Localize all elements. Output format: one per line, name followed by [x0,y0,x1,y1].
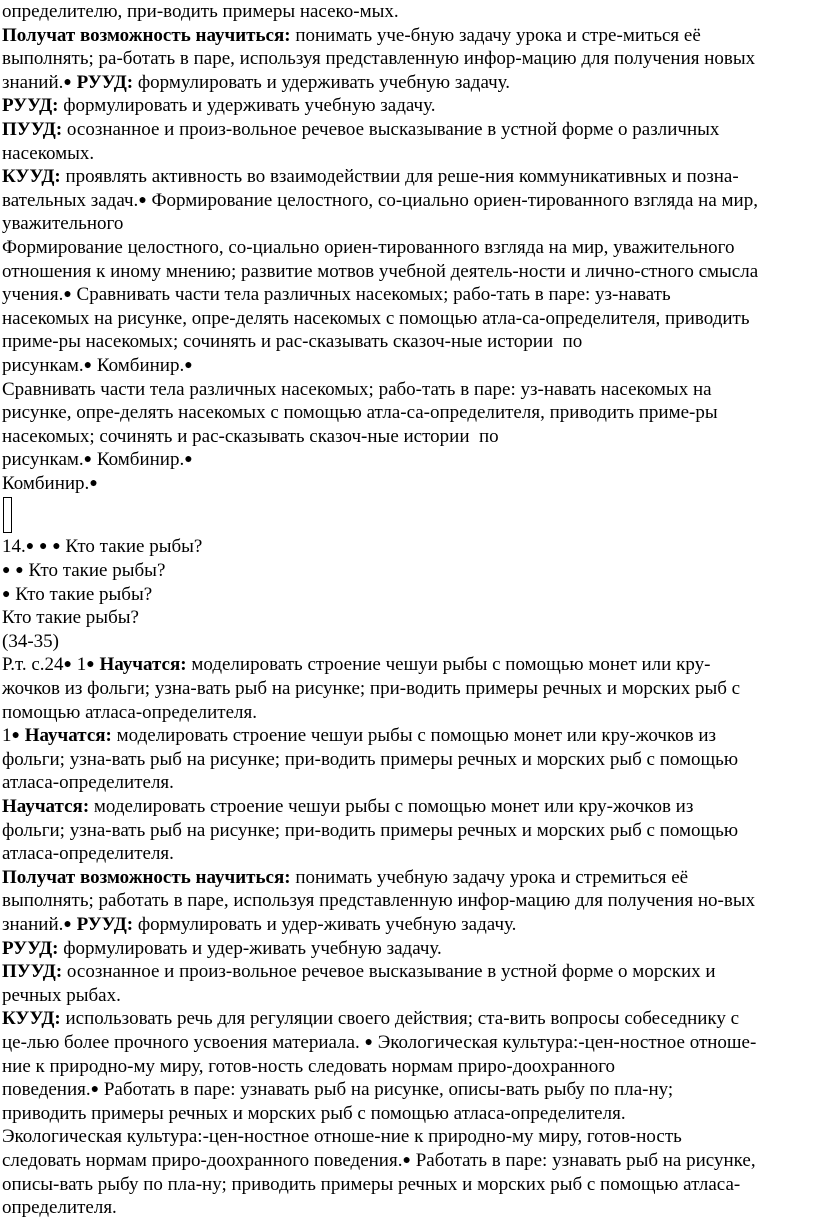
bullet-icon: ● [63,287,72,303]
text-span: уважительного [2,213,124,235]
text-line [2,330,816,354]
bold-label: ПУУД: [2,961,63,983]
text-line [2,937,816,961]
text-line [2,71,816,95]
text-span: формулировать и удер-живать учебную задачу. [133,913,517,935]
bold-label: Получат возможность научиться: [2,24,291,46]
bullet-icon: ● [38,539,48,555]
checkbox-frame [3,497,12,533]
bullet-icon: ● [63,916,72,932]
text-span: приводить примеры речных и морских рыб с помощью атласа-определителя. [2,1102,626,1124]
text-span: Формирование целостного, со-циально ориен-тированного взгляда на мир, [146,189,758,211]
text-line [2,630,816,654]
text-span: це-лью более прочного усвоения материала. [2,1031,365,1053]
bold-label: Научатся: [99,654,187,676]
bullet-icon: ● [63,74,72,90]
text-span: Кто такие рыбы? [2,607,139,629]
text-span: фольги; узна-вать рыб на рисунке; при-водить примеры речных и морских рыб с помощью [2,748,739,770]
bullet-icon: ● [90,1082,100,1098]
text-span: следовать нормам приро-доохранного поведения. [2,1149,403,1171]
text-span: Работать в паре: узнавать рыб на рисунке, описы-вать рыбу по пла-ну; [99,1079,674,1101]
text-span: определителю, при-водить примеры насеко-мых. [2,1,399,22]
text-span: ние к природно-му миру, готов-ность следовать нормам приро-доохранного [2,1055,616,1077]
bold-label: Научатся: [24,725,112,747]
text-span: понимать уче-бную задачу урока и стре-миться её [290,24,701,46]
text-span: Сравнивать части тела различных насекомых; рабо-тать в паре: уз-навать насекомых на [2,378,712,400]
text-span: моделировать строение чешуи рыбы с помощью монет или кру-жочков из [111,725,717,747]
text-line [2,1173,816,1197]
text-span: 1 [2,725,12,747]
text-line [2,1102,816,1126]
text-line [2,1149,816,1173]
text-span: знаний. [2,71,64,93]
text-span: 14. [2,536,26,558]
text-line [2,748,816,772]
text-line [2,1031,816,1055]
text-span: Комбинир. [92,449,185,471]
text-line [2,984,816,1008]
bullet-icon: ● [184,452,193,468]
text-span: моделировать строение чешуи рыбы с помощью монет или кру- [186,654,711,676]
text-line [2,283,816,307]
text-line [2,795,816,819]
text-span: Р.т. с.24 [2,654,64,676]
bold-label: Получат возможность научиться: [2,866,291,888]
text-line [2,354,816,378]
bullet-icon: ● [83,452,93,468]
bullet-icon: ● [52,539,61,555]
text-span: знаний. [2,913,64,935]
bullet-icon: ● [63,657,72,673]
text-span: понимать учебную задачу урока и стремиться её [290,866,689,888]
bullet-icon: ● [184,357,193,373]
bullet-icon: ● [364,1034,373,1050]
text-span: фольги; узна-вать рыб на рисунке; при-водить примеры речных и морских рыб с помощью [2,819,739,841]
text-span: насекомых на рисунке, опре-делять насекомых с помощью атла-са-определителя, приводить [2,307,750,329]
text-line [2,1055,816,1079]
text-span: атласа-определителя. [2,843,174,865]
text-span: рисунке, опре-делять насекомых с помощью атла-са-определителя, приводить приме-ры [2,402,718,424]
text-span: поведения. [2,1079,91,1101]
text-span: осознанное и произ-вольное речевое высказывание в устной форме о различных [62,118,720,140]
text-line [2,260,816,284]
text-line [2,401,816,425]
text-span: рисункам. [2,449,84,471]
bullet-icon: ● [25,539,35,555]
text-span: Работать в паре: узнавать рыб на рисунке, [410,1149,756,1171]
text-span: формулировать и удерживать учебную задачу. [133,71,511,93]
text-line [2,212,816,236]
text-span: жочков из фольги; узна-вать рыб на рисунке; при-водить примеры речных и морских рыб с [2,678,741,700]
text-span: (34-35) [2,630,59,652]
text-line [2,866,816,890]
text-span: Комбинир. [92,354,185,376]
text-line [2,960,816,984]
text-line [2,189,816,213]
text-span: моделировать строение чешуи рыбы с помощью монет или кру-жочков из [89,796,694,817]
text-line [2,448,816,472]
bold-label: РУУД: [2,95,59,117]
text-span: формулировать и удерживать учебную задачу. [58,95,436,117]
text-line [2,1007,816,1031]
text-span: формулировать и удер-живать учебную задачу. [58,937,442,959]
text-span: Кто такие рыбы? [60,536,203,558]
text-span: Формирование целостного, со-циально ориен-тированного взгляда на мир, уважительного [2,236,735,258]
bold-label: РУУД: [76,913,134,935]
text-span: речных рыбах. [2,984,121,1006]
bullet-icon: ● [2,586,11,602]
text-line [2,1078,816,1102]
text-line [2,142,816,166]
bold-label: РУУД: [2,937,59,959]
text-line [2,94,816,118]
bullet-icon: ● [89,475,98,491]
text-line [2,653,816,677]
text-span: помощью атласа-определителя. [2,701,257,723]
bullet-icon: ● [138,192,147,208]
text-span: использовать речь для регуляции своего действия; ста-вить вопросы собеседнику с [60,1008,740,1030]
text-line [2,118,816,142]
text-line [2,0,816,24]
bullet-icon: ● [15,563,24,579]
text-span: Кто такие рыбы? [10,583,153,605]
bullet-icon: ● [2,563,11,579]
text-span: осознанное и произ-вольное речевое высказывание в устной форме о морских и [62,961,716,983]
text-line [2,819,816,843]
bullet-icon: ● [11,728,20,744]
text-line [2,583,816,607]
text-line [2,1125,816,1149]
text-span: описы-вать рыбу по пла-ну; приводить примеры речных и морских рыб с помощью атласа- [2,1173,741,1195]
text-line [2,842,816,866]
text-span: выполнять; ра-ботать в паре, используя представленную инфор-мацию для получения новых [2,48,756,70]
text-span: 1 [71,654,87,676]
text-span: отношения к иному мнению; развитие мотвов учебной деятель-ности и лично-стного смысла [2,260,759,282]
text-line [2,472,816,496]
text-span: выполнять; работать в паре, используя представленную инфор-мацию для получения но-вых [2,890,756,912]
text-line [2,165,816,189]
text-line [2,24,816,48]
text-line [2,236,816,260]
bold-label: ПУУД: [2,118,63,140]
text-span: Комбинир. [2,472,90,494]
bold-label: КУУД: [2,166,61,188]
text-span: Экологическая культура:-цен-ностное отноше- [373,1031,757,1053]
text-span: Сравнивать части тела различных насекомых; рабо-тать в паре: уз-навать [71,284,671,306]
text-line [2,307,816,331]
text-span: насекомых; сочинять и рас-сказывать сказоч-ные истории по [2,425,499,447]
text-span: атласа-определителя. [2,772,174,794]
text-span: Кто такие рыбы? [23,560,166,582]
text-line [2,889,816,913]
bullet-icon: ● [86,657,95,673]
text-line [2,771,816,795]
text-line [2,677,816,701]
bold-label: Научатся: [2,796,90,817]
text-line [2,47,816,71]
text-line [2,1196,816,1220]
text-line [2,378,816,402]
text-span: учения. [2,284,64,306]
text-span: рисункам. [2,354,84,376]
text-span: приме-ры насекомых; сочинять и рас-сказывать сказоч-ные истории по [2,331,583,353]
text-line [2,724,816,748]
text-line [2,913,816,937]
text-line [2,606,816,630]
text-span: проявлять активность во взаимодействии для реше-ния коммуникативных и позна- [60,166,739,188]
text-span: определителя. [2,1197,117,1219]
text-span: вательных задач. [2,189,139,211]
text-line [2,559,816,583]
bold-label: РУУД: [76,71,134,93]
bullet-icon: ● [83,357,93,373]
text-span: насекомых. [2,142,95,164]
text-span: Экологическая культура:-цен-ностное отноше-ние к природно-му миру, готов-ность [2,1126,682,1148]
bold-label: КУУД: [2,1008,61,1030]
bullet-icon: ● [402,1152,411,1168]
text-line [2,535,816,559]
text-line [2,701,816,725]
text-line [2,425,816,449]
